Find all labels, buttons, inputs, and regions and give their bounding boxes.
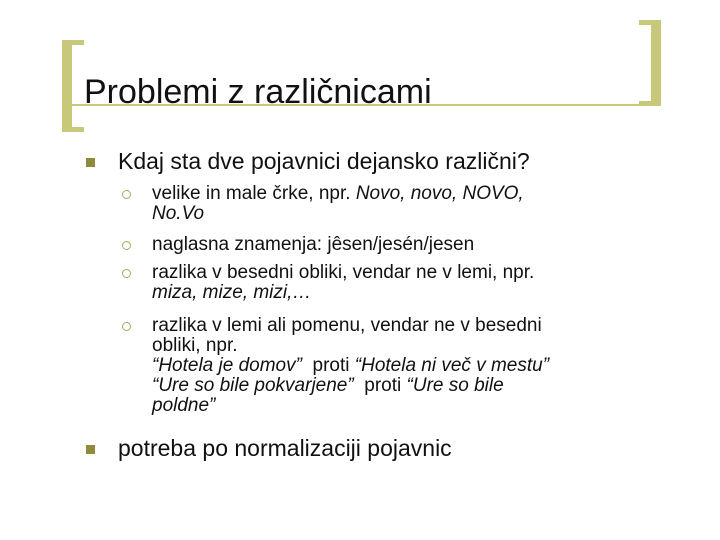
text-italic: Novo, novo, NOVO, <box>355 183 524 204</box>
text-line <box>152 396 662 416</box>
text-line <box>152 316 662 336</box>
sub-bullet-text <box>152 316 662 416</box>
ring-bullet-icon <box>122 269 131 278</box>
square-bullet-icon <box>86 158 95 167</box>
text-normal: velike in male črke, npr. <box>152 183 356 204</box>
bracket-right-decoration <box>651 20 661 106</box>
sub-bullet-text <box>152 235 662 255</box>
text-line <box>152 204 662 224</box>
slide-title: Problemi z različnicami <box>84 73 432 111</box>
text-normal: naglasna znamenja: jêsen/jesén/jesen <box>152 234 475 255</box>
text-line <box>152 356 662 376</box>
text-normal: razlika v lemi ali pomenu, vendar ne v besedni <box>152 315 542 336</box>
text-italic: No.Vo <box>152 203 205 224</box>
ring-bullet-icon <box>122 322 131 331</box>
bracket-left-bottom-decoration <box>62 127 84 132</box>
sub-bullet-text <box>152 263 662 303</box>
bracket-left-top-decoration <box>62 40 84 45</box>
bracket-left-decoration <box>62 40 72 132</box>
text-italic: “Ure so bile pokvarjene” <box>152 375 354 396</box>
bracket-right-top-decoration <box>639 20 661 25</box>
text-italic: “Hotela ni več v mestu” <box>354 355 550 376</box>
text-normal: proti <box>353 375 407 396</box>
bullet-text: potreba po normalizaciji pojavnic <box>118 435 452 461</box>
sub-bullet-text <box>152 184 662 224</box>
text-line <box>152 263 662 283</box>
text-normal: obliki, npr. <box>152 335 238 356</box>
text-line <box>152 283 662 303</box>
text-italic: “Ure so bile <box>406 375 504 396</box>
text-normal: proti <box>301 355 355 376</box>
ring-bullet-icon <box>122 241 131 250</box>
square-bullet-icon <box>86 445 95 454</box>
text-line <box>152 184 662 204</box>
ring-bullet-icon <box>122 190 131 199</box>
text-line <box>152 235 662 255</box>
text-italic: poldne” <box>152 395 216 416</box>
text-line <box>152 376 662 396</box>
text-italic: “Hotela je domov” <box>152 355 302 376</box>
bullet-text: Kdaj sta dve pojavnici dejansko različni? <box>118 148 530 174</box>
text-italic: miza, mize, mizi,… <box>152 282 312 303</box>
text-line <box>152 336 662 356</box>
text-normal: razlika v besedni obliki, vendar ne v lemi, npr. <box>152 262 535 283</box>
